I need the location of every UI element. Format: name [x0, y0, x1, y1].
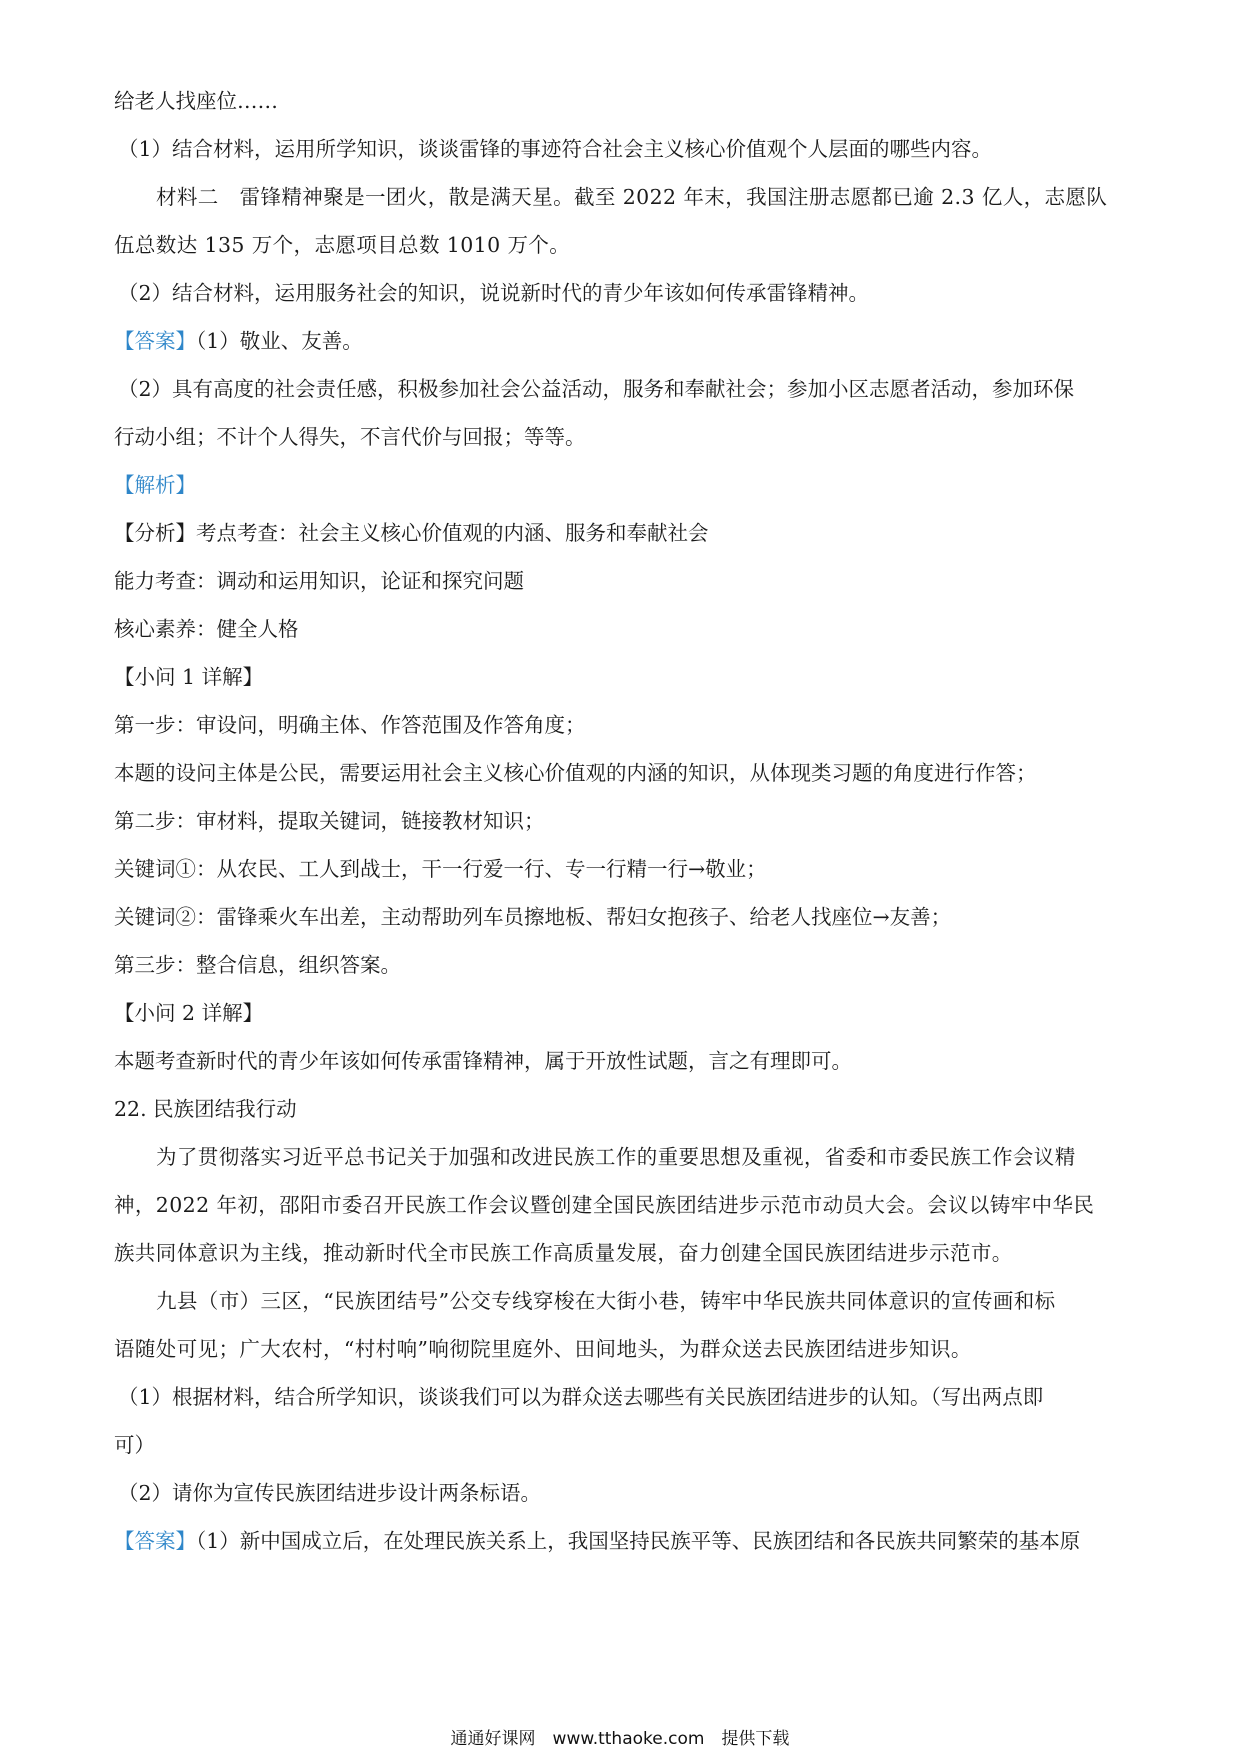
question-2: （2）结合材料，运用服务社会的知识，说说新时代的青少年该如何传承雷锋精神。: [118, 281, 870, 305]
question-title: 22. 民族团结我行动: [114, 1097, 297, 1121]
text-line: 本题考查新时代的青少年该如何传承雷锋精神，属于开放性试题，言之有理即可。: [114, 1049, 852, 1073]
material-2-line: 材料二 雷锋精神聚是一团火，散是满天星。截至 2022 年末，我国注册志愿都已逾 2.3 亿人，志愿队: [156, 185, 1108, 209]
subquestion-heading: 【小问 1 详解】: [114, 665, 264, 689]
step-line: 第三步：整合信息，组织答案。: [114, 953, 401, 977]
material-line: 语随处可见；广大农村，“村村响”响彻院里庭外、田间地头，为群众送去民族团结进步知识。: [114, 1337, 972, 1361]
step-line: 本题的设问主体是公民，需要运用社会主义核心价值观的内涵的知识，从体现类习题的角度进行作答；: [114, 761, 1037, 785]
footer-watermark: 通通好课网 www.tthaoke.com 提供下载: [450, 1729, 790, 1749]
question-2: （2）请你为宣传民族团结进步设计两条标语。: [118, 1481, 542, 1505]
analysis-line: 核心素养：健全人格: [114, 617, 299, 641]
analysis-line: 能力考查：调动和运用知识，论证和探究问题: [114, 569, 524, 593]
answer-text: （1）新中国成立后，在处理民族关系上，我国坚持民族平等、民族团结和各民族共同繁荣的基本原: [196, 1529, 1081, 1553]
answer-line: （2）具有高度的社会责任感，积极参加社会公益活动，服务和奉献社会；参加小区志愿者活动，参加环保: [118, 377, 1075, 401]
answer-tag: 【答案】: [114, 1529, 196, 1553]
answer-line: [114, 1526, 1134, 1556]
analysis-line: [114, 470, 1134, 500]
step-line: 第一步：审设问，明确主体、作答范围及作答角度；: [114, 713, 586, 737]
answer-line: 行动小组；不计个人得失，不言代价与回报；等等。: [114, 425, 586, 449]
question-1: （1）根据材料，结合所学知识，谈谈我们可以为群众送去哪些有关民族团结进步的认知。（写出两点即: [118, 1385, 1044, 1409]
material-2-line: 伍总数达 135 万个，志愿项目总数 1010 万个。: [114, 233, 571, 257]
keyword-line: 关键词①：从农民、工人到战士，干一行爱一行、专一行精一行→敬业；: [114, 857, 767, 881]
answer-tag: 【答案】: [114, 329, 196, 353]
material-line: 为了贯彻落实习近平总书记关于加强和改进民族工作的重要思想及重视，省委和市委民族工作会议精: [156, 1145, 1076, 1169]
material-line: 族共同体意识为主线，推动新时代全市民族工作高质量发展，奋力创建全国民族团结进步示范市。: [114, 1241, 1013, 1265]
material-line: 九县（市）三区，“民族团结号”公交专线穿梭在大街小巷，铸牢中华民族共同体意识的宣传画和标: [156, 1289, 1056, 1313]
text-line: 给老人找座位……: [114, 89, 278, 113]
step-line: 第二步：审材料，提取关键词，链接教材知识；: [114, 809, 545, 833]
analysis-tag: 【解析】: [114, 473, 196, 497]
material-line: 神，2022 年初，邵阳市委召开民族工作会议暨创建全国民族团结进步示范市动员大会。会议以铸牢中华民: [114, 1193, 1095, 1217]
answer-line: [114, 326, 1134, 356]
subquestion-heading: 【小问 2 详解】: [114, 1001, 264, 1025]
question-1: 可）: [114, 1433, 155, 1457]
keyword-line: 关键词②：雷锋乘火车出差，主动帮助列车员擦地板、帮妇女抱孩子、给老人找座位→友善；: [114, 905, 952, 929]
answer-text: （1）敬业、友善。: [196, 329, 363, 353]
question-1: （1）结合材料，运用所学知识，谈谈雷锋的事迹符合社会主义核心价值观个人层面的哪些内容。: [118, 137, 993, 161]
analysis-line: 【分析】考点考查：社会主义核心价值观的内涵、服务和奉献社会: [114, 521, 709, 545]
